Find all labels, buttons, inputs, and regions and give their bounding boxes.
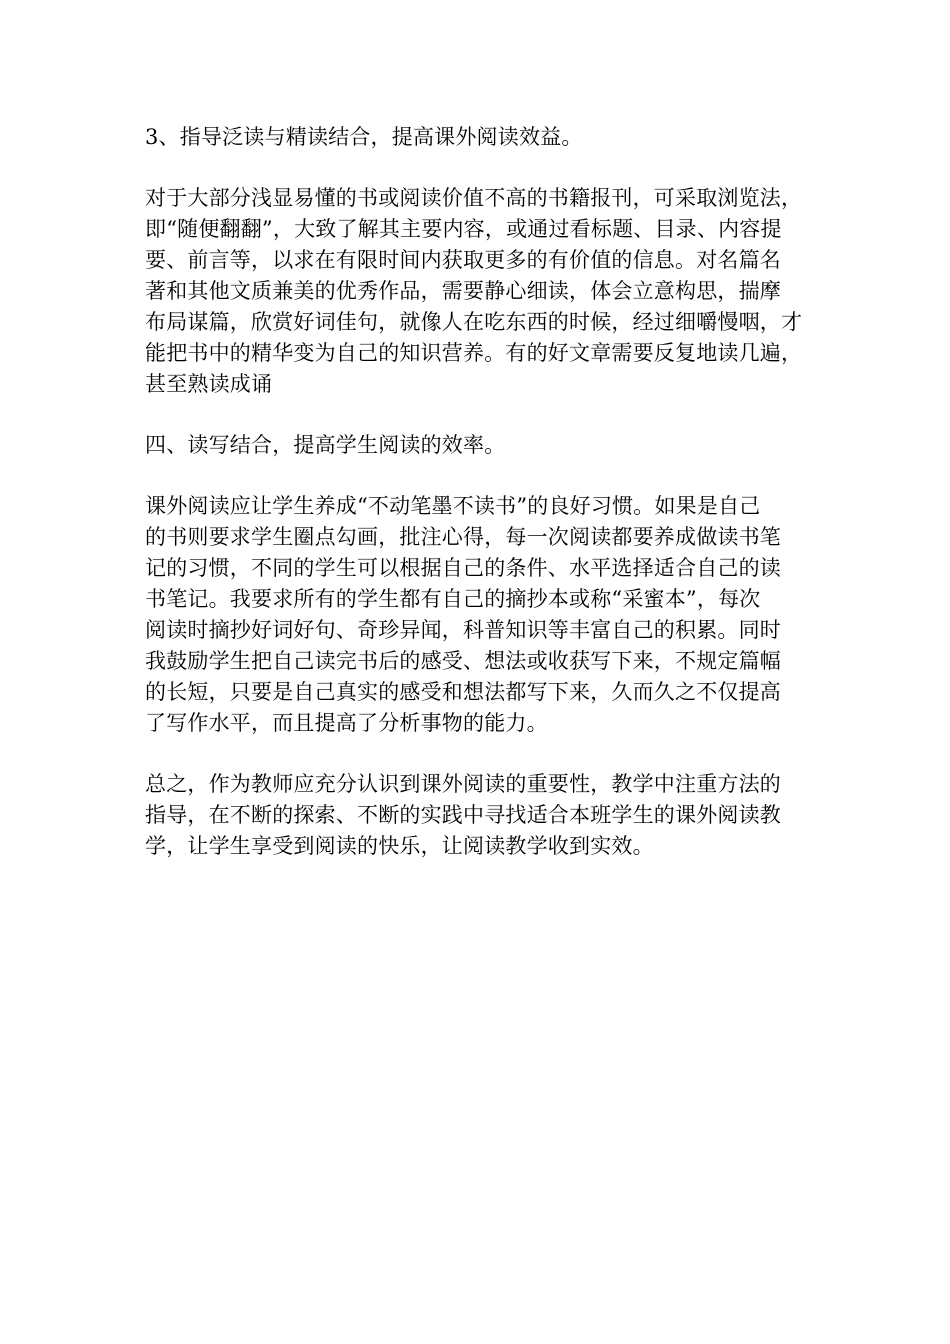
paragraph-line: 能把书中的精华变为自己的知识营养。有的好文章需要反复地读几遍， <box>145 341 803 365</box>
paragraph-line: 对于大部分浅显易懂的书或阅读价值不高的书籍报刊，可采取浏览法， <box>145 186 803 210</box>
paragraph-line: 要、前言等，以求在有限时间内获取更多的有价值的信息。对名篇名 <box>145 248 781 272</box>
paragraph-line: 书笔记。我要求所有的学生都有自己的摘抄本或称“采蜜本”，每次 <box>145 587 761 611</box>
paragraph-line: 著和其他文质兼美的优秀作品，需要静心细读，体会立意构思，揣摩 <box>145 279 781 303</box>
paragraph-line: 记的习惯，不同的学生可以根据自己的条件、水平选择适合自己的读 <box>145 556 781 580</box>
paragraph-line: 即“随便翻翻”，大致了解其主要内容，或通过看标题、目录、内容提 <box>145 217 782 241</box>
paragraph-line: 我鼓励学生把自己读完书后的感受、想法或收获写下来，不规定篇幅 <box>145 649 781 673</box>
paragraph-line: 课外阅读应让学生养成“不动笔墨不读书”的良好习惯。如果是自己 <box>145 494 761 518</box>
document-content <box>145 122 825 892</box>
paragraph-line: 布局谋篇，欣赏好词佳句，就像人在吃东西的时候，经过细嚼慢咽，才 <box>145 310 803 334</box>
conclusion-paragraph <box>145 769 825 862</box>
section-3-paragraph <box>145 183 825 400</box>
paragraph-line: 指导，在不断的探索、不断的实践中寻找适合本班学生的课外阅读教 <box>145 803 781 827</box>
paragraph-line: 了写作水平，而且提高了分析事物的能力。 <box>145 711 548 735</box>
paragraph-line: 的长短，只要是自己真实的感受和想法都写下来，久而久之不仅提高 <box>145 680 781 704</box>
heading-line: 四、读写结合，提高学生阅读的效率。 <box>145 433 506 457</box>
paragraph-line: 甚至熟读成诵 <box>145 372 273 396</box>
paragraph-line: 学，让学生享受到阅读的快乐，让阅读教学收到实效。 <box>145 834 654 858</box>
section-4-paragraph <box>145 491 825 739</box>
paragraph-line: 总之，作为教师应充分认识到课外阅读的重要性，教学中注重方法的 <box>145 772 781 796</box>
section-3-heading <box>145 122 825 153</box>
section-4-heading <box>145 430 825 461</box>
heading-line: 3、指导泛读与精读结合，提高课外阅读效益。 <box>145 125 583 149</box>
paragraph-line: 阅读时摘抄好词好句、奇珍异闻，科普知识等丰富自己的积累。同时 <box>145 618 781 642</box>
paragraph-line: 的书则要求学生圈点勾画，批注心得，每一次阅读都要养成做读书笔 <box>145 525 781 549</box>
